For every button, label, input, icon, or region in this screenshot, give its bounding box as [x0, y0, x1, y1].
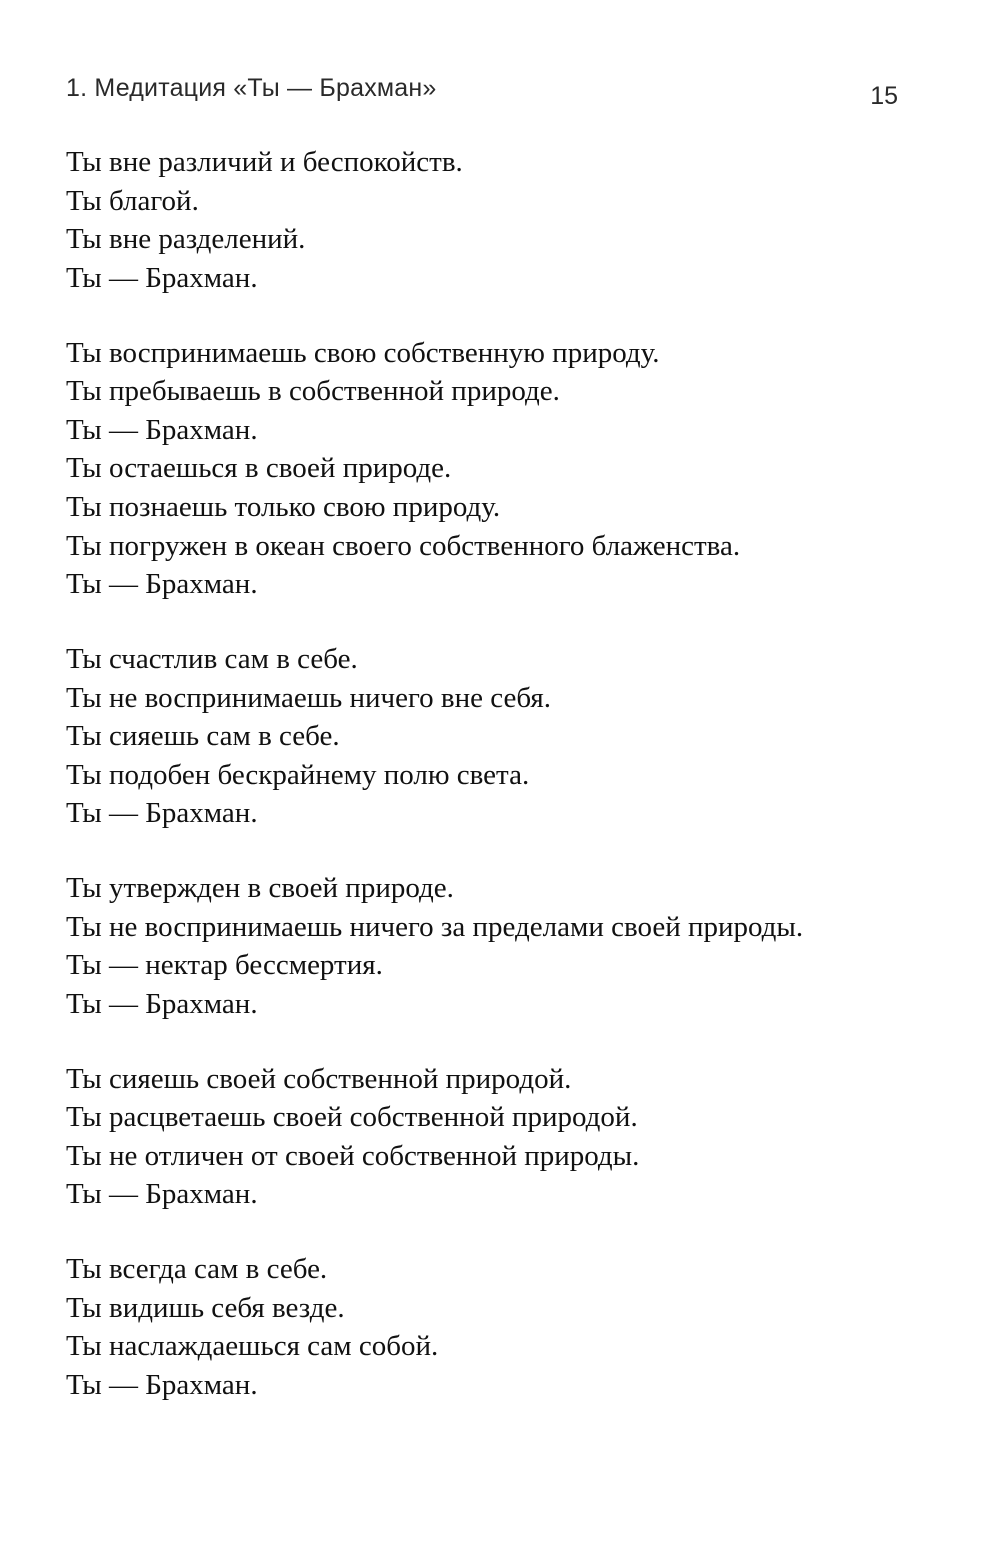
- verse-line: Ты утвержден в своей природе.: [66, 872, 454, 905]
- verse-line: Ты не отличен от своей собственной природы.: [66, 1139, 640, 1172]
- stanza: [66, 869, 946, 1023]
- verse-line: Ты — Брахман.: [66, 1178, 258, 1211]
- verse-line: Ты — нектар бессмертия.: [66, 949, 383, 982]
- stanza: [66, 1060, 946, 1214]
- verse-line: Ты подобен бескрайнему полю света.: [66, 758, 530, 791]
- verse-line: Ты вне разделений.: [66, 223, 306, 256]
- verse-line: Ты всегда сам в себе.: [66, 1253, 328, 1286]
- verse-line: Ты — Брахман.: [66, 568, 258, 601]
- verse-line: Ты вне различий и беспокойств.: [66, 146, 463, 178]
- verse-line: Ты — Брахман.: [66, 261, 258, 294]
- verse-line: Ты остаешься в своей природе.: [66, 452, 452, 485]
- verse-line: Ты воспринимаешь свою собственную природу.: [66, 336, 660, 369]
- verse-line: Ты познаешь только свою природу.: [66, 490, 501, 523]
- verse-line: Ты сияешь своей собственной природой.: [66, 1062, 572, 1095]
- verse-line: Ты наслаждаешься сам собой.: [66, 1330, 439, 1363]
- poem-body: [66, 143, 946, 1441]
- verse-line: Ты сияешь сам в себе.: [66, 720, 340, 753]
- stanza: [66, 143, 946, 297]
- verse-line: Ты — Брахман.: [66, 413, 258, 446]
- stanza: [66, 1250, 946, 1404]
- verse-line: Ты расцветаешь своей собственной природой.: [66, 1101, 638, 1134]
- stanza: [66, 640, 946, 833]
- stanza: [66, 334, 946, 604]
- verse-line: Ты — Брахман.: [66, 797, 258, 830]
- verse-line: Ты пребываешь в собственной природе.: [66, 375, 560, 408]
- verse-line: Ты не воспринимаешь ничего вне себя.: [66, 681, 551, 714]
- verse-line: Ты — Брахман.: [66, 1368, 258, 1401]
- verse-line: Ты не воспринимаешь ничего за пределами своей природы.: [66, 910, 804, 943]
- verse-line: Ты видишь себя везде.: [66, 1291, 345, 1324]
- verse-line: Ты — Брахман.: [66, 987, 258, 1020]
- verse-line: Ты благой.: [66, 184, 199, 217]
- running-title: 1. Медитация «Ты — Брахман»: [66, 74, 437, 102]
- verse-line: Ты счастлив сам в себе.: [66, 642, 358, 675]
- verse-line: Ты погружен в океан своего собственного блаженства.: [66, 529, 741, 562]
- page-number: 15: [870, 82, 898, 110]
